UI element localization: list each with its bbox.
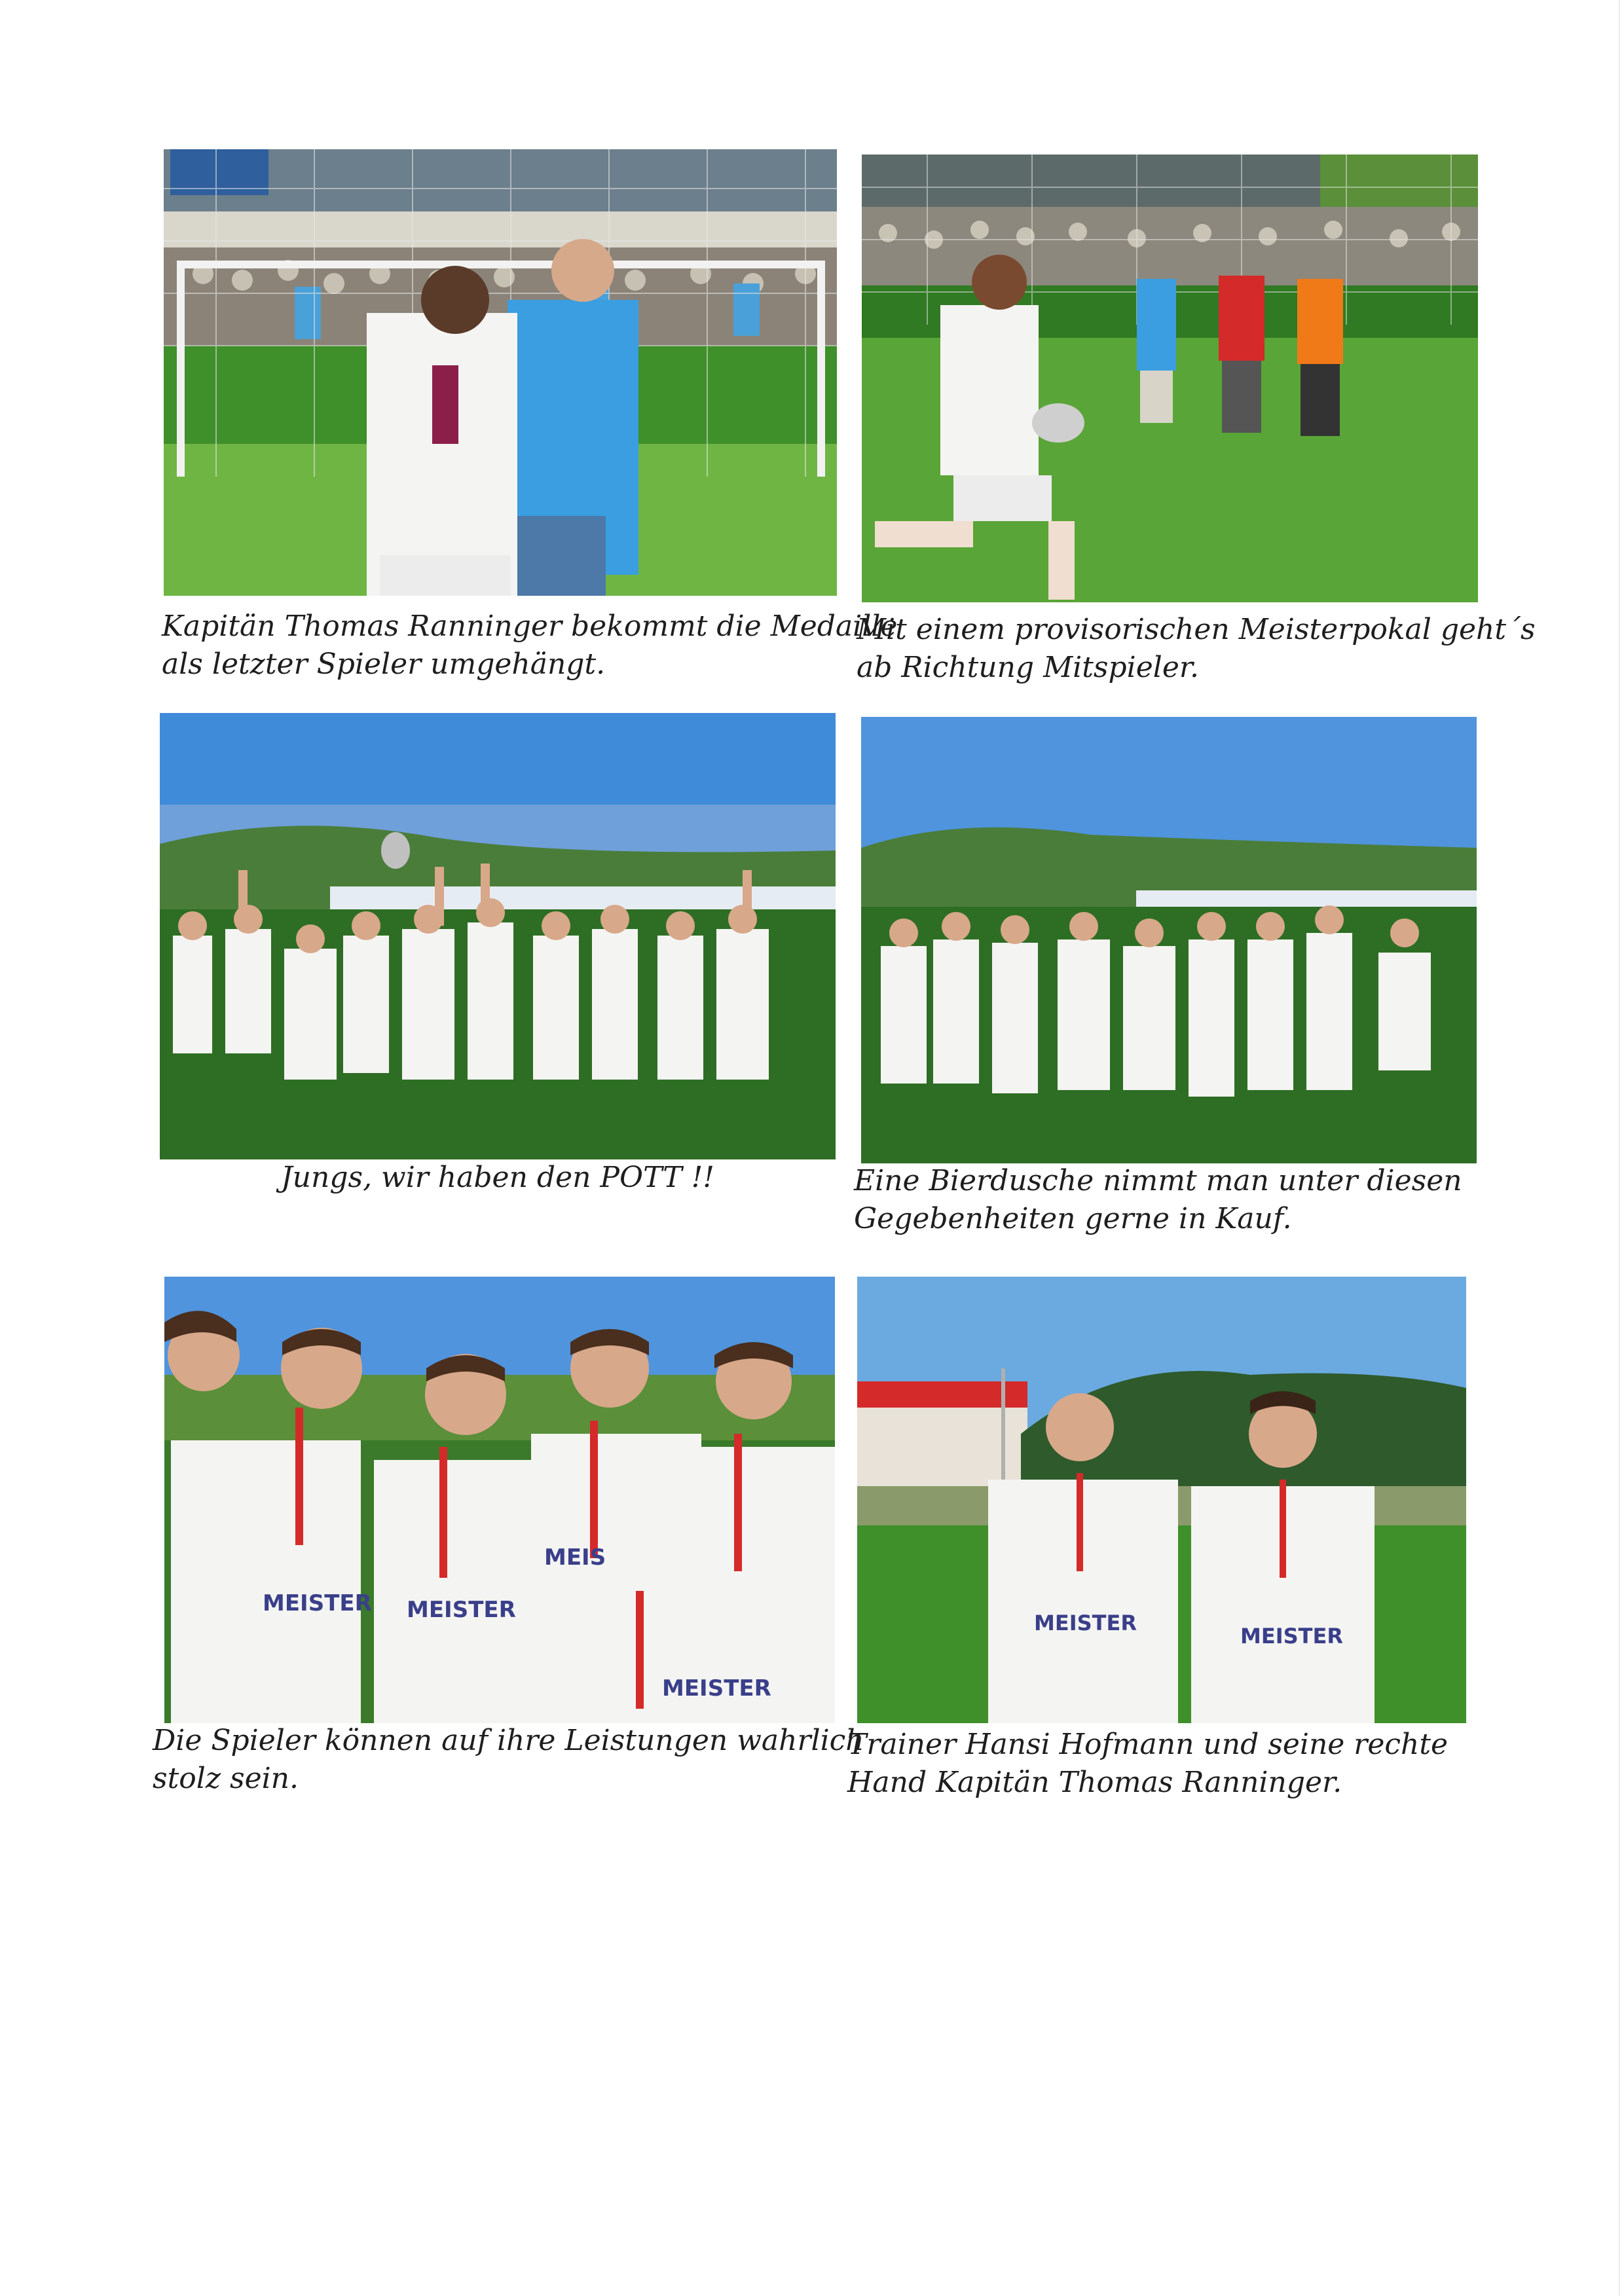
caption-line: Gegebenheiten gerne in Kauf. xyxy=(854,1202,1292,1235)
caption-line: Jungs, wir haben den POTT !! xyxy=(281,1161,714,1194)
caption-line: ab Richtung Mitspieler. xyxy=(857,651,1200,684)
caption-line: Trainer Hansi Hofmann und seine rechte xyxy=(847,1728,1449,1761)
photo-proud-players xyxy=(164,1277,835,1723)
shirt-text: MEISTER xyxy=(263,1590,372,1616)
caption-line: Eine Bierdusche nimmt man unter diesen xyxy=(854,1164,1462,1197)
caption-line: Die Spieler können auf ihre Leistungen wahrlich xyxy=(153,1724,864,1757)
caption-line: Hand Kapitän Thomas Ranninger. xyxy=(847,1766,1342,1799)
caption-proud-players xyxy=(153,1722,864,1798)
shirt-text: MEIS xyxy=(544,1544,606,1571)
caption-line: Mit einem provisorischen Meisterpokal geht´s xyxy=(857,613,1536,646)
caption-line: Kapitän Thomas Ranninger bekommt die Medaille xyxy=(162,610,898,643)
caption-beer-shower xyxy=(854,1162,1462,1238)
photo-medal-ceremony xyxy=(164,149,837,596)
caption-line: als letzter Spieler umgehängt. xyxy=(162,647,606,681)
caption-coach-captain xyxy=(847,1726,1448,1802)
photo-team-celebration xyxy=(160,713,836,1159)
caption-medal xyxy=(162,608,897,683)
caption-trophy-run xyxy=(857,611,1536,687)
photo-coach-captain xyxy=(857,1277,1466,1723)
shirt-text: MEISTER xyxy=(1034,1611,1137,1635)
shirt-text: MEISTER xyxy=(662,1675,771,1702)
photo-trophy-run xyxy=(862,155,1478,602)
photo-beer-shower xyxy=(861,717,1477,1163)
caption-celebration xyxy=(160,1159,836,1197)
shirt-text: MEISTER xyxy=(407,1597,516,1623)
scan-edge xyxy=(1619,0,1620,2296)
shirt-text: MEISTER xyxy=(1240,1624,1343,1649)
caption-line: stolz sein. xyxy=(153,1762,299,1795)
